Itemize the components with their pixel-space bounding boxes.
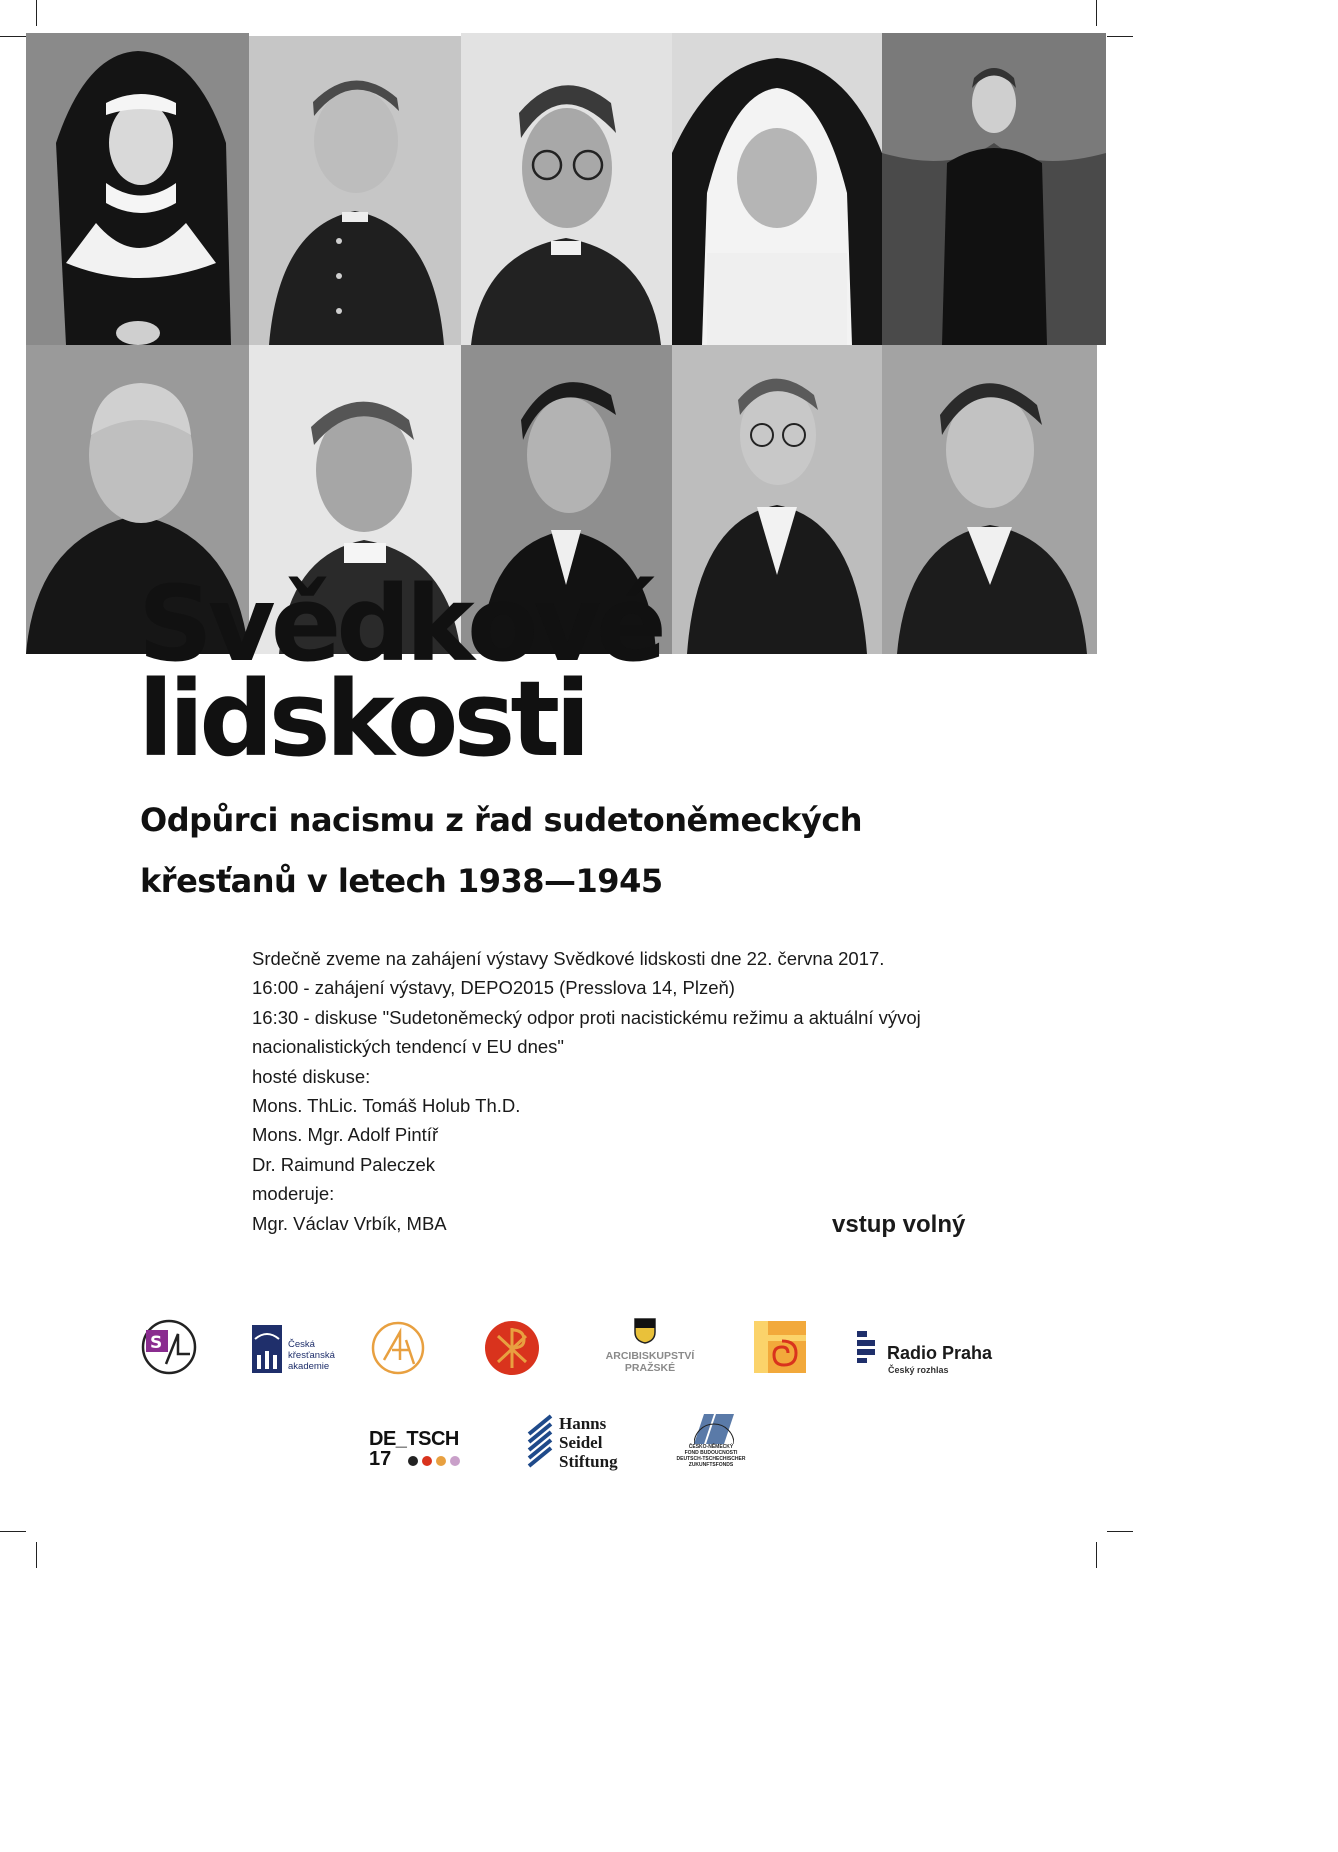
subtitle-line-1: Odpůrci nacismu z řad sudetoněmeckých [140, 801, 863, 839]
hss-line-2: Seidel [559, 1433, 603, 1452]
opening-time-line: 16:00 - zahájení výstavy, DEPO2015 (Presslova 14, Plzeň) [252, 977, 735, 999]
subtitle-line-2: křesťanů v letech 1938—1945 [140, 862, 663, 900]
hss-line-3: Stiftung [559, 1452, 618, 1471]
radio-praha-sub: Český rozhlas [888, 1365, 949, 1375]
discussion-line-2: nacionalistických tendencí v EU dnes" [252, 1036, 564, 1058]
arcibiskupstvi-line-2: PRAŽSKÉ [624, 1362, 676, 1374]
logo-radio-praha [857, 1331, 997, 1375]
logo-orange-circle-a [370, 1320, 426, 1376]
detsch-line-2: 17 [369, 1448, 392, 1470]
cka-line-2: křesťanská [288, 1350, 335, 1361]
fund-line-2: FOND BUDOUCNOSTI [684, 1450, 738, 1456]
guest-name: Mons. ThLic. Tomáš Holub Th.D. [252, 1095, 521, 1117]
portrait-priest-2 [461, 33, 672, 345]
portrait-man-glasses [672, 345, 882, 654]
crop-mark-bottom-left-v [36, 1542, 37, 1568]
logo-ceska-krestanska-akademie [252, 1325, 335, 1373]
crop-mark-top-right-h [1107, 36, 1133, 37]
portrait-nun-1 [26, 33, 249, 345]
crop-mark-bottom-right-v [1096, 1542, 1097, 1568]
logo-chi-rho [484, 1320, 540, 1376]
portrait-nun-2 [672, 33, 882, 345]
guest-name: Mons. Mgr. Adolf Pintíř [252, 1124, 439, 1146]
hss-line-1: Hanns [559, 1414, 607, 1433]
logo-cesko-nemecky-fond-budoucnosti [666, 1414, 756, 1470]
flower-icon [422, 1456, 432, 1466]
guest-name: Dr. Raimund Paleczek [252, 1153, 436, 1175]
crop-mark-bottom-right-h [1107, 1531, 1133, 1532]
flower-icon [436, 1456, 446, 1466]
radio-praha-name: Radio Praha [887, 1343, 993, 1363]
flower-icon [408, 1456, 418, 1466]
fund-line-3: DEUTSCH-TSCHECHISCHER [676, 1456, 746, 1462]
detsch-line-1: DE_TSCH [369, 1428, 459, 1450]
invitation-line: Srdečně zveme na zahájení výstavy Svědkové lidskosti dne 22. června 2017. [252, 948, 885, 969]
moderator-heading: moderuje: [252, 1183, 335, 1205]
crop-mark-top-left-h [0, 36, 26, 37]
portrait-priest-1 [249, 36, 461, 345]
free-entry-note: vstup volný [832, 1211, 966, 1238]
discussion-line-1: 16:30 - diskuse "Sudetoněmecký odpor proti nacistickému režimu a aktuální vývoj [252, 1006, 921, 1028]
crop-mark-top-right-v [1096, 0, 1097, 26]
svg-text:S: S [150, 1333, 163, 1353]
moderator-name: Mgr. Václav Vrbík, MBA [252, 1212, 447, 1234]
arcibiskupstvi-line-1: ARCIBISKUPSTVÍ [605, 1350, 695, 1362]
exhibition-title-line-2: lidskosti [138, 658, 586, 780]
cka-line-1: Česká [288, 1339, 315, 1350]
portrait-man-standing [882, 33, 1106, 345]
logo-spiral-square [754, 1321, 806, 1373]
logo-arcibiskupstvi-prazske [594, 1318, 706, 1378]
fund-line-4: ZUKUNFTSFONDS [688, 1462, 734, 1468]
guests-heading: hosté diskuse: [252, 1065, 371, 1087]
fund-line-1: ČESKO-NĚMECKÝ [688, 1444, 734, 1450]
cka-line-3: akademie [288, 1361, 330, 1372]
event-info [252, 944, 1052, 1238]
crop-mark-top-left-v [36, 0, 37, 26]
exhibition-title-line-1: Svědkové [138, 563, 662, 685]
crop-mark-bottom-left-h [0, 1531, 26, 1532]
logo-hanns-seidel-stiftung [527, 1414, 637, 1472]
logo-detsch-17 [369, 1428, 469, 1472]
flower-icon [450, 1456, 460, 1466]
portrait-young-man-2 [882, 345, 1097, 654]
logo-s4-circle [140, 1318, 198, 1376]
